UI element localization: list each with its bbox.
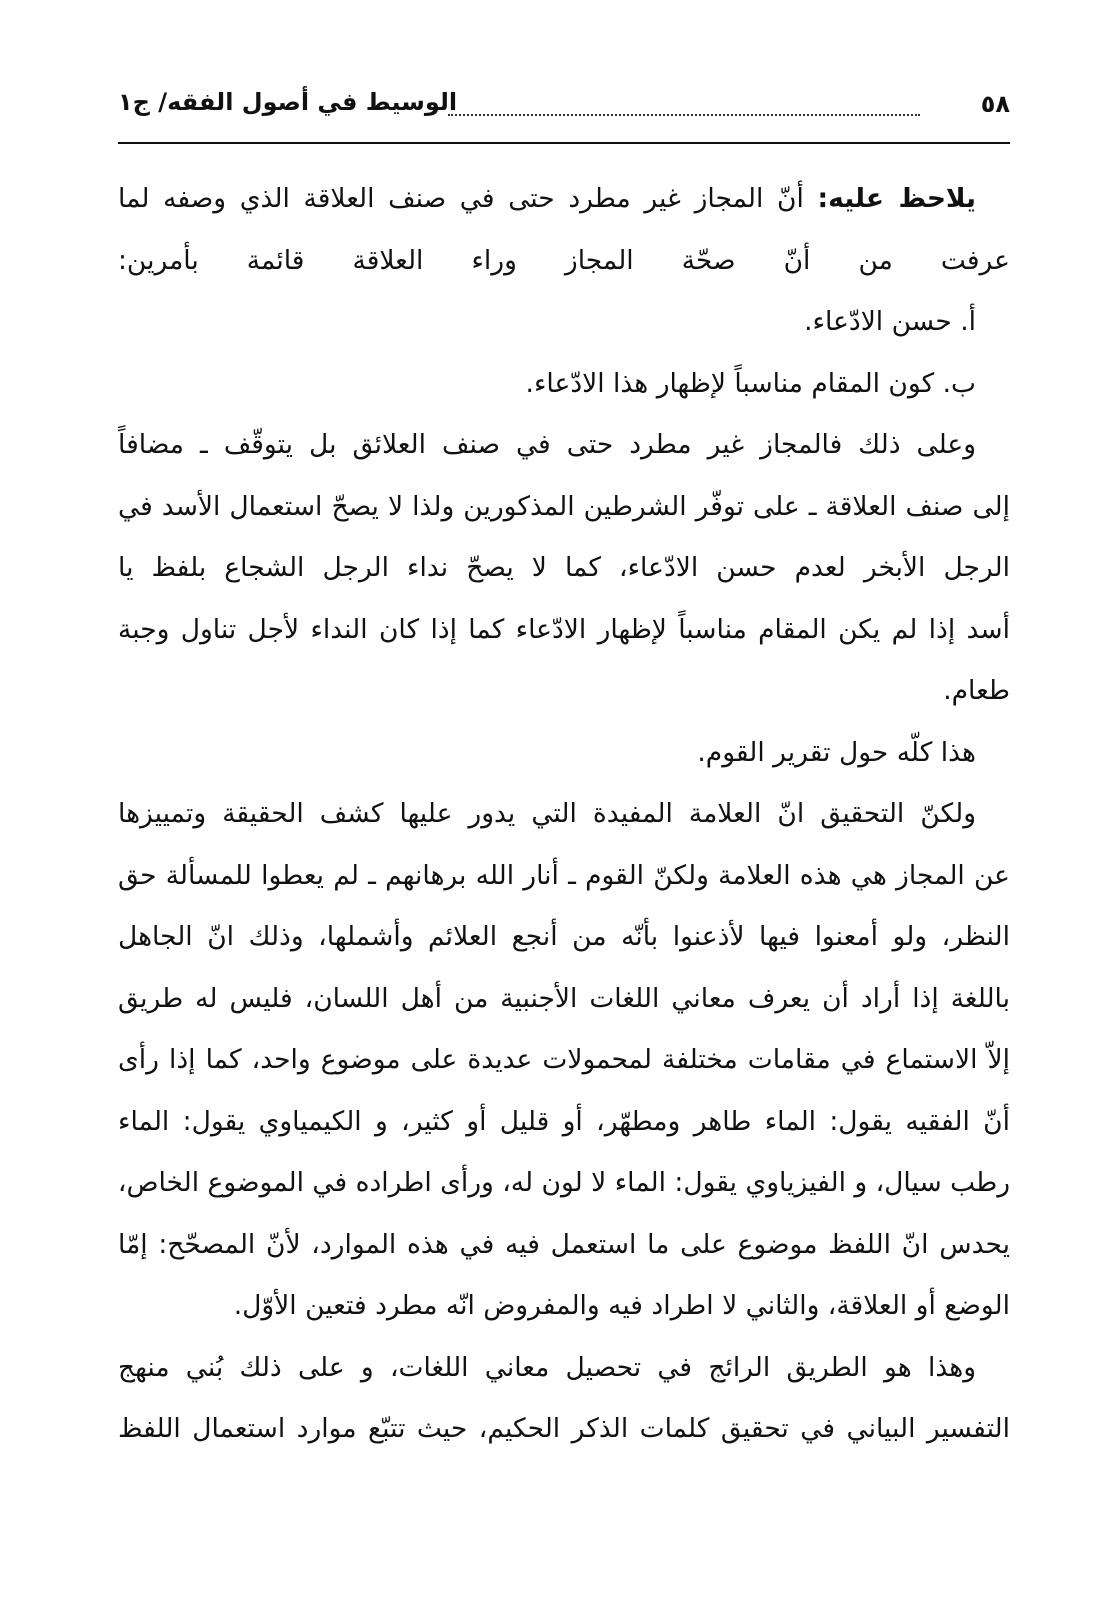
paragraph-line: إلاّ الاستماع في مقامات مختلفة لمحمولات عديدة على موضوع واحد، كما إذا رأى bbox=[118, 1044, 1010, 1075]
list-item: ب. كون المقام مناسباً لإظهار هذا الادّعاء. bbox=[525, 367, 976, 399]
running-title: الوسيط في أصول الفقه/ ج١ bbox=[118, 88, 458, 116]
paragraph-line: أنّ الفقيه يقول: الماء طاهر ومطهّر، أو قليل أو كثير، و الكيمياوي يقول: الماء bbox=[118, 1105, 1010, 1137]
paragraph-line: رطب سيال، و الفيزياوي يقول: الماء لا لون له، ورأى اطراده في الموضوع الخاص، bbox=[117, 1167, 1010, 1198]
paragraph-line: وهذا هو الطريق الرائج في تحصيل معاني اللغات، و على ذلك بُني منهج bbox=[118, 1351, 976, 1383]
header-dotted-leader bbox=[448, 114, 920, 116]
paragraph-line: ولكنّ التحقيق انّ العلامة المفيدة التي يدور عليها كشف الحقيقة وتمييزها bbox=[118, 798, 976, 829]
paragraph-line: يحدس انّ اللفظ موضوع على ما استعمل فيه في هذه الموارد، لأنّ المصحّح: إمّا bbox=[118, 1228, 1010, 1260]
paragraph-line: وعلى ذلك فالمجاز غير مطرد حتى في صنف العلائق بل يتوقّف ـ مضافاً bbox=[118, 429, 976, 460]
paragraph-line: الوضع أو العلاقة، والثاني لا اطراد فيه والمفروض انّه مطرد فتعين الأوّل. bbox=[233, 1290, 1010, 1321]
page-number: ٥٨ bbox=[980, 90, 1010, 118]
body-text bbox=[118, 168, 1010, 1460]
paragraph-line: طعام. bbox=[943, 675, 1010, 706]
paragraph-lead: يلاحظ عليه: bbox=[817, 183, 976, 214]
paragraph-line: التفسير البياني في تحقيق كلمات الذكر الحكيم، حيث تتبّع موارد استعمال اللفظ bbox=[118, 1413, 1010, 1444]
paragraph-line: عن المجاز هي هذه العلامة ولكنّ القوم ـ أنار الله برهانهم ـ لم يعطوا للمسألة حق bbox=[118, 859, 1010, 891]
paragraph-line: إلى صنف العلاقة ـ على توفّر الشرطين المذكورين ولذا لا يصحّ استعمال الأسد في bbox=[118, 490, 1010, 522]
paragraph-line: النظر، ولو أمعنوا فيها لأذعنوا بأنّه من أنجع العلائم وأشملها، وذلك انّ الجاهل bbox=[118, 921, 1010, 952]
paragraph-line: أسد إذا لم يكن المقام مناسباً لإظهار الادّعاء كما إذا كان النداء لأجل تناول وجبة bbox=[118, 613, 1010, 645]
line-text: أنّ المجاز غير مطرد حتى في صنف العلاقة الذي وصفه لما bbox=[118, 183, 818, 214]
page-header bbox=[118, 84, 1010, 132]
header-rule bbox=[118, 142, 1010, 144]
paragraph-line: باللغة إذا أراد أن يعرف معاني اللغات الأجنبية من أهل اللسان، فليس له طريق bbox=[118, 982, 1010, 1014]
paragraph-line: هذا كلّه حول تقرير القوم. bbox=[697, 736, 976, 768]
list-item: أ. حسن الادّعاء. bbox=[804, 306, 976, 337]
paragraph-line: الرجل الأبخر لعدم حسن الادّعاء، كما لا يصحّ نداء الرجل الشجاع بلفظ يا bbox=[118, 552, 1010, 583]
paragraph-line: عرفت من أنّ صحّة المجاز وراء العلاقة قائمة بأمرين: bbox=[118, 244, 1010, 276]
paragraph-line bbox=[118, 168, 1010, 230]
